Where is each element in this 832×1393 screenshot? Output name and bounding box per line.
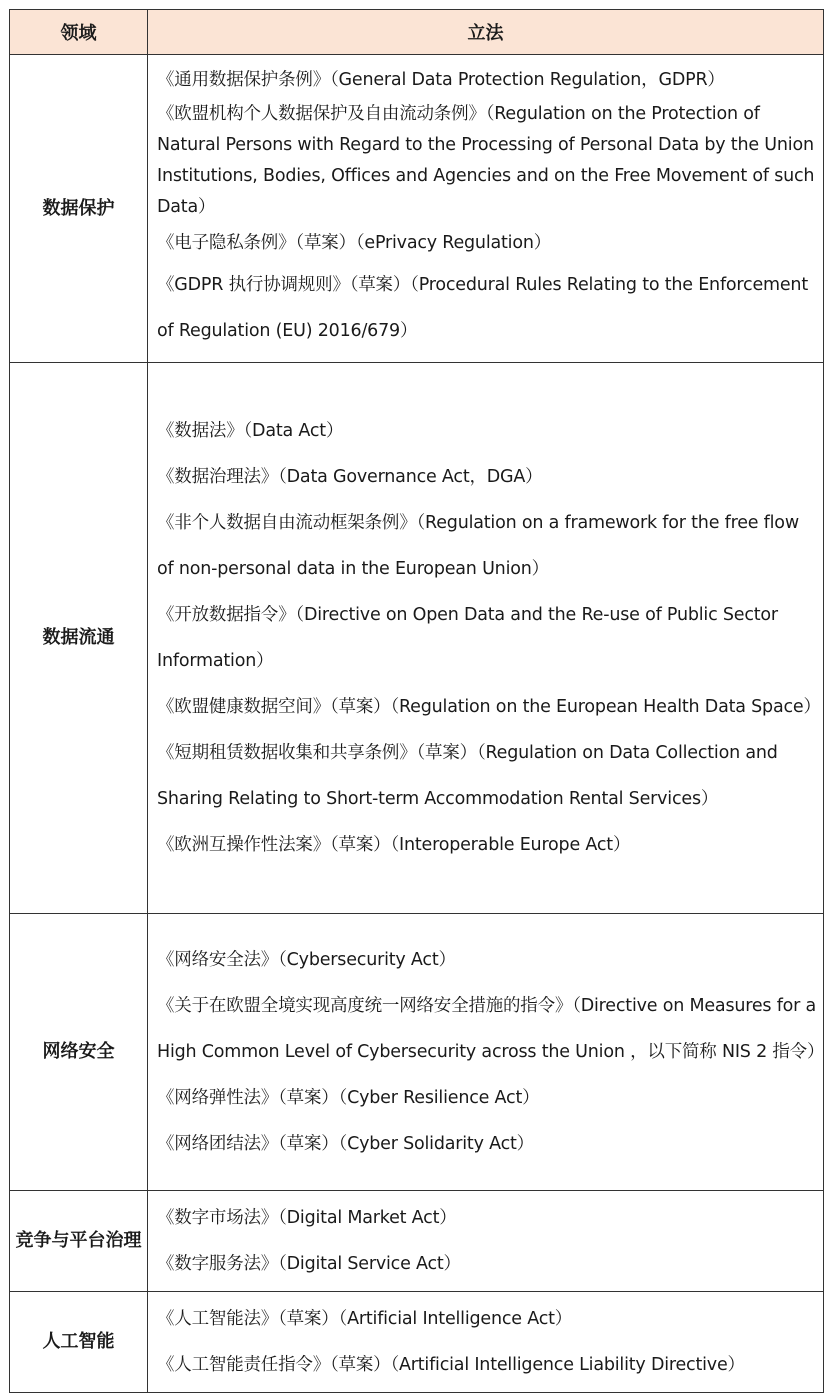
legislation-item: 《数字市场法》（Digital Market Act） [157,1208,457,1228]
legislation-cell [148,1191,824,1292]
header-domain: 领域 [10,10,148,55]
legislation-item: 《关于在欧盟全境实现高度统一网络安全措施的指令》（Directive on Measures for a High Common Level of Cybersecurity across the Union ，以下简称 NIS 2 指令） [157,996,825,1062]
legislation-item: 《数字服务法》（Digital Service Act） [157,1254,461,1274]
legislation-item: 《数据治理法》（Data Governance Act，DGA） [157,467,543,487]
legislation-item: 《欧洲互操作性法案》（草案）（Interoperable Europe Act） [157,835,631,855]
legislation-item: 《短期租赁数据收集和共享条例》（草案）（Regulation on Data Collection and Sharing Relating to Short-term Accommodation Rental Services） [157,743,778,809]
legislation-item: 《欧盟健康数据空间》（草案）（Regulation on the European Health Data Space） [157,697,821,717]
legislation-item: 《人工智能责任指令》（草案）（Artificial Intelligence Liability Directive） [157,1355,745,1375]
legislation-cell [148,914,824,1191]
domain-cell: 数据保护 [10,55,148,363]
legislation-cell [148,363,824,914]
header-legislation: 立法 [148,10,824,55]
table-header-row [10,10,824,55]
legislation-item: 《通用数据保护条例》（General Data Protection Regulation，GDPR） [157,70,725,90]
legislation-item: 《开放数据指令》（Directive on Open Data and the Re-use of Public Sector Information） [157,605,778,671]
legislation-item: 《非个人数据自由流动框架条例》（Regulation on a framework for the free flow of non-personal data in the European Union） [157,513,799,579]
table-row-cybersecurity [10,914,824,1191]
legislation-item: 《网络弹性法》（草案）（Cyber Resilience Act） [157,1088,540,1108]
domain-cell: 数据流通 [10,363,148,914]
domain-cell: 竞争与平台治理 [10,1191,148,1292]
legislation-item: 《电子隐私条例》（草案）（ePrivacy Regulation） [157,233,552,253]
legislation-cell [148,55,824,363]
legislation-item: 《网络团结法》（草案）（Cyber Solidarity Act） [157,1134,534,1154]
table-row-ai [10,1292,824,1393]
legislation-item: 《人工智能法》（草案）（Artificial Intelligence Act） [157,1309,573,1329]
table-row-data-circulation [10,363,824,914]
legislation-item: 《数据法》（Data Act） [157,421,344,441]
table-row-competition-platform [10,1191,824,1292]
legislation-table [9,9,824,1393]
legislation-item: 《欧盟机构个人数据保护及自由流动条例》（Regulation on the Protection of Natural Persons with Regard to the Processing of Personal Data by the Union Institutions, Bodies, Offices and Agencies and on the Free Movement of such Data） [157,104,815,217]
domain-cell: 人工智能 [10,1292,148,1393]
table-row-data-protection [10,55,824,363]
legislation-cell [148,1292,824,1393]
legislation-item: 《GDPR 执行协调规则》（草案）（Procedural Rules Relating to the Enforcement of Regulation (EU) 2016/679） [157,275,808,341]
domain-cell: 网络安全 [10,914,148,1191]
legislation-item: 《网络安全法》（Cybersecurity Act） [157,950,456,970]
